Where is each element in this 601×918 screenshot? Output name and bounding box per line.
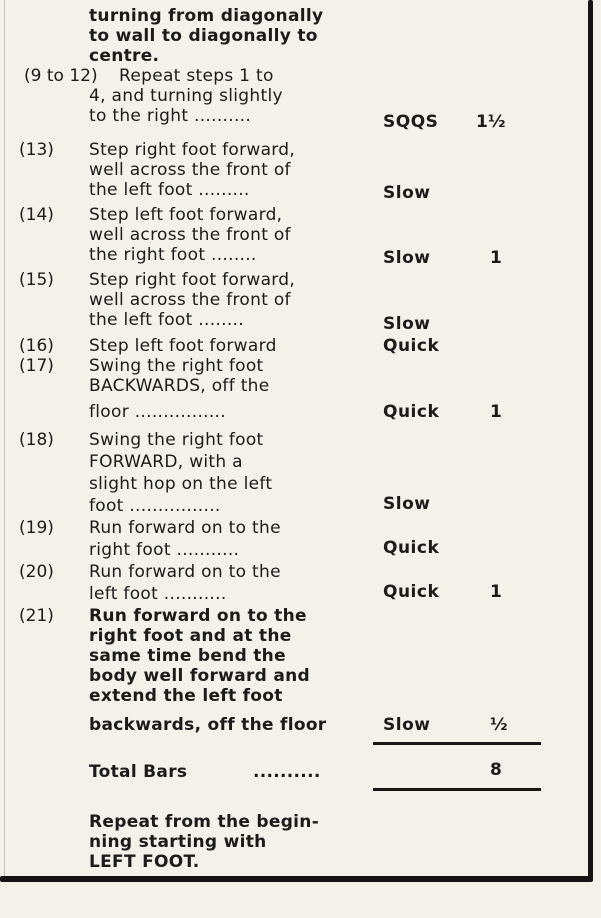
step-line: Run forward on to the (89, 562, 281, 582)
intro-line: turning from diagonally (89, 6, 324, 26)
step-line: Swing the right foot (89, 356, 264, 376)
step-line: Swing the right foot (89, 430, 264, 450)
step-line: the right foot ........ (89, 245, 257, 265)
total-top-rule (373, 742, 541, 745)
step-bars: 1½ (476, 112, 506, 132)
step-count: Slow (383, 183, 431, 203)
step-number: (15) (19, 270, 54, 290)
step-count: Quick (383, 538, 440, 558)
step-line: Step right foot forward, (89, 270, 296, 290)
step-count: Slow (383, 248, 431, 268)
step-number: (17) (19, 356, 54, 376)
step-line: the left foot ........ (89, 310, 244, 330)
step-line: right foot ........... (89, 540, 240, 560)
step-bars: 1 (490, 402, 502, 422)
step-line: extend the left foot (89, 686, 283, 706)
step-count: Slow (383, 314, 431, 334)
step-line: backwards, off the floor (89, 715, 327, 735)
step-number: (13) (19, 140, 54, 160)
step-line: to the right .......... (89, 106, 252, 126)
footer-line: LEFT FOOT. (89, 852, 200, 872)
total-value: 8 (490, 760, 502, 780)
step-line: well across the front of (89, 160, 291, 180)
step-line: same time bend the (89, 646, 286, 666)
step-number: (20) (19, 562, 54, 582)
intro-line: to wall to diagonally to (89, 26, 318, 46)
step-count: Slow (383, 715, 431, 735)
step-line: Step left foot forward (89, 336, 277, 356)
step-line: right foot and at the (89, 626, 292, 646)
left-edge-rule (4, 0, 5, 880)
step-count: Quick (383, 582, 440, 602)
step-number: (19) (19, 518, 54, 538)
step-number: (16) (19, 336, 54, 356)
step-line: foot ................ (89, 496, 221, 516)
step-line: body well forward and (89, 666, 310, 686)
step-line: BACKWARDS, off the (89, 376, 270, 396)
step-line: Step left foot forward, (89, 205, 283, 225)
step-number: (18) (19, 430, 54, 450)
step-count: Quick (383, 336, 440, 356)
step-bars: 1 (490, 248, 502, 268)
step-number: (14) (19, 205, 54, 225)
footer-line: ning starting with (89, 832, 267, 852)
step-line: Repeat steps 1 to (119, 66, 274, 86)
total-dots: .......... (253, 762, 321, 782)
intro-line: centre. (89, 46, 160, 66)
step-line: well across the front of (89, 290, 291, 310)
footer-line: Repeat from the begin- (89, 812, 320, 832)
step-line: Step right foot forward, (89, 140, 296, 160)
step-line: slight hop on the left (89, 474, 273, 494)
step-line: well across the front of (89, 225, 291, 245)
total-bottom-rule (373, 788, 541, 791)
step-count: Slow (383, 494, 431, 514)
right-border-rule (588, 0, 593, 880)
total-label: Total Bars (89, 762, 188, 782)
step-bars: ½ (490, 715, 508, 735)
step-number: (21) (19, 606, 54, 626)
step-bars: 1 (490, 582, 502, 602)
bottom-border-rule (0, 876, 593, 882)
step-line: Run forward on to the (89, 518, 281, 538)
step-count: Quick (383, 402, 440, 422)
step-number: (9 to 12) (24, 66, 98, 86)
step-count: SQQS (383, 112, 439, 132)
step-line: FORWARD, with a (89, 452, 243, 472)
step-line: 4, and turning slightly (89, 86, 283, 106)
step-line: floor ................ (89, 402, 226, 422)
step-line: Run forward on to the (89, 606, 307, 626)
step-line: left foot ........... (89, 584, 227, 604)
step-line: the left foot ......... (89, 180, 250, 200)
